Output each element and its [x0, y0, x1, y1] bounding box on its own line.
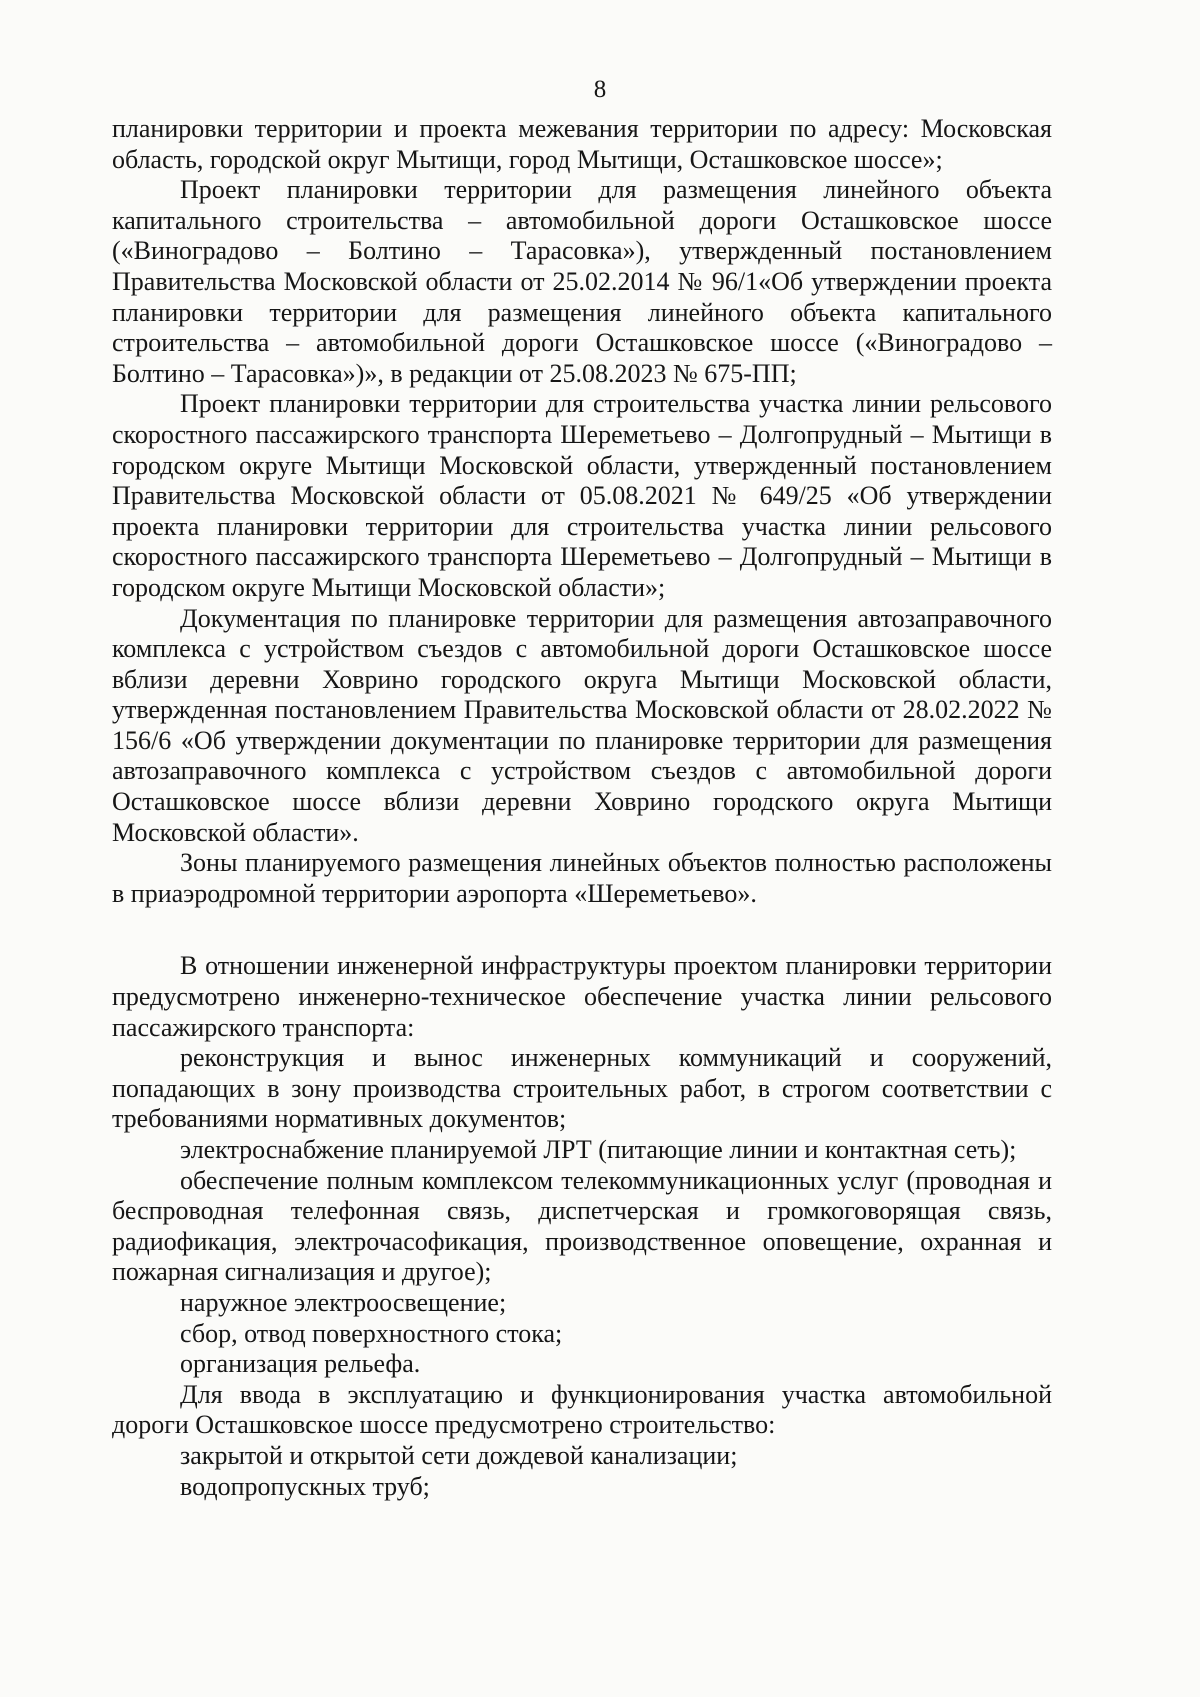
list-item: реконструкция и вынос инженерных коммуникаций и сооружений, попадающих в зону производства строительных работ, в строгом соответствии с требованиями нормативных документов; — [112, 1043, 1052, 1134]
paragraph: Документация по планировке территории для размещения автозаправочного комплекса с устройством съездов с автомобильной дороги Осташковское шоссе вблизи деревни Ховрино городского округа Мытищи Московской области, утвержденная постановлением Правительства Московской области от 28.02.2022 № 156/6 «Об утверждении документации по планировке территории для размещения автозаправочного комплекса с устройством съездов с автомобильной дороги Осташковское шоссе вблизи деревни Ховрино городского округа Мытищи Московской области». — [112, 603, 1052, 847]
list-item: водопропускных труб; — [180, 1471, 430, 1501]
list-item: наружное электроосвещение; — [180, 1287, 507, 1317]
paragraph: планировки территории и проекта межевания территории по адресу: Московская область, городской округ Мытищи, город Мытищи, Осташковское шоссе»; — [112, 114, 1052, 174]
list-item: обеспечение полным комплексом телекоммуникационных услуг (проводная и беспроводная телефонная связь, диспетчерская и громкоговорящая связь, радиофикация, электрочасофикация, производственное оповещение, охранная и пожарная сигнализация и другое); — [112, 1165, 1052, 1287]
list-item: закрытой и открытой сети дождевой канализации; — [180, 1440, 738, 1470]
paragraph: Проект планировки территории для строительства участка линии рельсового скоростного пассажирского транспорта Шереметьево – Долгопрудный – Мытищи в городском округе Мытищи Московской области, утвержденный постановлением Правительства Московской области от 05.08.2021 № 649/25 «Об утверждении проекта планировки территории для строительства участка линии рельсового скоростного пассажирского транспорта Шереметьево – Долгопрудный – Мытищи в городском округе Мытищи Московской области»; — [112, 389, 1052, 602]
list-item: организация рельефа. — [180, 1349, 421, 1379]
document-body — [112, 114, 1052, 1502]
list-item: электроснабжение планируемой ЛРТ (питающие линии и контактная сеть); — [180, 1135, 1017, 1164]
paragraph: В отношении инженерной инфраструктуры проектом планировки территории предусмотрено инженерно-техническое обеспечение участка линии рельсового пассажирского транспорта: — [112, 951, 1052, 1042]
paragraph-gap — [112, 909, 1052, 951]
paragraph: Для ввода в эксплуатацию и функционирования участка автомобильной дороги Осташковское шоссе предусмотрено строительство: — [112, 1379, 1052, 1440]
paragraph: Проект планировки территории для размещения линейного объекта капитального строительства – автомобильной дороги Осташковское шоссе («Виноградово – Болтино – Тарасовка»), утвержденный постановлением Правительства Московской области от 25.02.2014 № 96/1«Об утверждении проекта планировки территории для размещения линейного объекта капитального строительства – автомобильной дороги Осташковское шоссе («Виноградово – Болтино – Тарасовка»)», в редакции от 25.08.2023 № 675-ПП; — [112, 175, 1052, 388]
page-number: 8 — [593, 76, 607, 103]
paragraph: Зоны планируемого размещения линейных объектов полностью расположены в приаэродромной территории аэропорта «Шереметьево». — [112, 848, 1052, 908]
list-item: сбор, отвод поверхностного стока; — [180, 1318, 563, 1348]
